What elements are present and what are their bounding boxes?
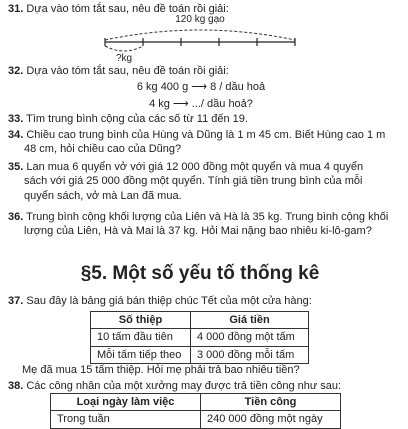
table-header-row [91,312,309,329]
table-cell: 240 000 đồng một ngày [201,411,341,428]
problem-text: sách với giá 25 000 đồng một quyển. Tính giá tiền trung bình của mỗi [24,175,363,188]
table-header: Loại ngày làm việc [51,394,201,411]
problem-text: Sau đây là bảng giá bán thiệp chúc Tết của một cửa hàng: [26,295,312,307]
table-header: Tiền công [201,394,341,411]
top-brace [105,30,295,40]
problem-number: 32. [8,65,24,77]
table-header-row [51,394,341,411]
table-cell: 3 000 đồng mỗi tấm [191,346,309,363]
diagram-bottom-label: ?kg [115,53,133,64]
problem-35 [8,160,394,203]
problem-text: Lan mua 6 quyển vở với giá 12 000 đồng một quyển và mua 4 quyển [26,161,364,173]
problem-text: Chiều cao trung bình của Hùng và Dũng là 1 m 45 cm. Biết Hùng cao 1 m [26,129,386,141]
problem-33 [8,112,394,126]
problem-number: 36. [8,211,24,223]
diagram-top-label: 120 kg gạo [175,14,225,25]
section-title: §5. Một số yếu tố thống kê [80,263,320,284]
problem-36 [8,210,394,239]
problem-text: quyển sách, vở mà Lan đã mua. [24,189,182,202]
problem-text: 48 cm, hỏi chiều cao của Dũng? [24,143,182,156]
table-row [51,411,341,428]
problem-text: Dựa vào tóm tắt sau, nêu đề toán rồi giải: [26,3,229,15]
table-row [91,329,309,346]
problem-37 [8,294,394,308]
problem-number: 34. [8,129,24,141]
table-cell: 4 000 đồng một tấm [191,329,309,346]
problem-number: 38. [8,380,24,392]
problem-number: 33. [8,113,24,125]
problem-text: lượng của Liên, Hà và Mai là 37 kg. Hỏi Mai nặng bao nhiêu ki-lô-gam? [24,225,372,238]
table-header: Giá tiền [191,312,309,329]
price-table [90,311,309,364]
wage-table [50,393,341,429]
problem-text: Các công nhân của một xưởng may được trả tiền công như sau: [26,380,342,392]
segment-diagram [90,14,310,62]
problem-text: Mẹ đã mua 15 tấm thiệp. Hỏi mẹ phải trả bao nhiêu tiền? [22,364,300,376]
table-cell: Mỗi tấm tiếp theo [91,346,191,363]
summary-line-1: 6 kg 400 g ⟶ 8 / dầu hoả [136,81,266,94]
table-cell: Trong tuần [51,411,201,428]
table-cell: 10 tấm đầu tiên [91,329,191,346]
problem-text: Trung bình cộng khối lượng của Liên và Hà là 35 kg. Trung bình cộng khối [26,211,389,223]
problem-text: Tìm trung bình cộng của các số từ 11 đến 19. [26,113,248,125]
table-row [91,346,309,363]
problem-34 [8,128,394,157]
problem-number: 37. [8,295,24,307]
problem-37-question [22,363,408,377]
problem-number: 35. [8,161,24,173]
problem-number: 31. [8,3,24,15]
bottom-brace [105,46,143,51]
segment-diagram-svg [90,14,310,62]
problem-32 [8,64,394,111]
problem-text: Dựa vào tóm tắt sau, nêu đề toán rồi giải: [26,65,229,77]
summary-line-2: 4 kg ⟶ .../ dầu hoả? [149,97,253,110]
table-header: Số thiệp [91,312,191,329]
problem-38 [8,379,394,393]
